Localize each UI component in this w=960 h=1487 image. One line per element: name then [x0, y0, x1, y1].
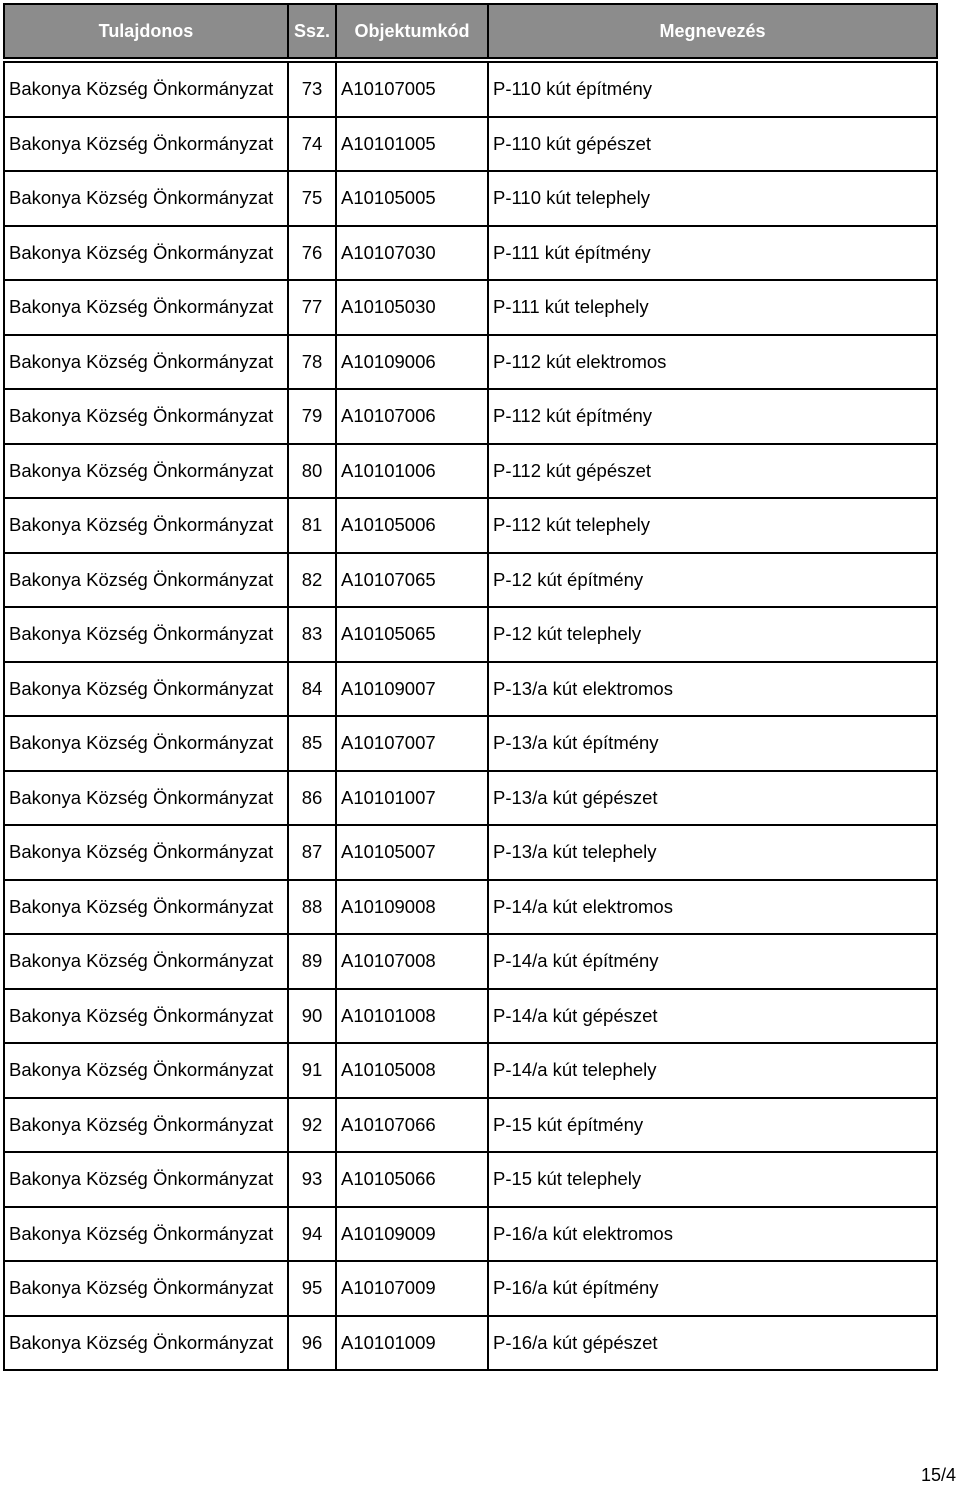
page-number: 15/4	[920, 1465, 956, 1485]
name-cell: P-112 kút gépészet	[488, 444, 937, 499]
table-row	[4, 280, 937, 335]
name-cell: P-12 kút építmény	[488, 553, 937, 608]
name-cell: P-110 kút építmény	[488, 62, 937, 117]
owner-cell: Bakonya Község Önkormányzat	[4, 771, 288, 826]
owner-cell: Bakonya Község Önkormányzat	[4, 335, 288, 390]
ssz-cell: 73	[288, 62, 336, 117]
owner-cell: Bakonya Község Önkormányzat	[4, 280, 288, 335]
object-code-cell: A10109009	[336, 1207, 488, 1262]
ssz-cell: 78	[288, 335, 336, 390]
ssz-cell: 81	[288, 498, 336, 553]
table-row	[4, 1098, 937, 1153]
object-code-cell: A10105066	[336, 1152, 488, 1207]
object-code-cell: A10101006	[336, 444, 488, 499]
name-cell: P-111 kút telephely	[488, 280, 937, 335]
ssz-cell: 86	[288, 771, 336, 826]
object-code-cell: A10105007	[336, 825, 488, 880]
table-row	[4, 716, 937, 771]
table-row	[4, 771, 937, 826]
table-row	[4, 1261, 937, 1316]
ssz-cell: 75	[288, 171, 336, 226]
ssz-cell: 92	[288, 1098, 336, 1153]
name-cell: P-14/a kút gépészet	[488, 989, 937, 1044]
table-row	[4, 171, 937, 226]
owner-cell: Bakonya Község Önkormányzat	[4, 1316, 288, 1371]
ssz-cell: 74	[288, 117, 336, 172]
owner-cell: Bakonya Község Önkormányzat	[4, 226, 288, 281]
table-row	[4, 444, 937, 499]
header-ssz: Ssz.	[288, 4, 336, 58]
name-cell: P-13/a kút elektromos	[488, 662, 937, 717]
table-row	[4, 117, 937, 172]
name-cell: P-112 kút építmény	[488, 389, 937, 444]
object-code-cell: A10101007	[336, 771, 488, 826]
name-cell: P-14/a kút elektromos	[488, 880, 937, 935]
header-name: Megnevezés	[488, 4, 937, 58]
table-header-row	[4, 4, 937, 58]
owner-cell: Bakonya Község Önkormányzat	[4, 880, 288, 935]
ssz-cell: 76	[288, 226, 336, 281]
name-cell: P-111 kút építmény	[488, 226, 937, 281]
owner-cell: Bakonya Község Önkormányzat	[4, 389, 288, 444]
ssz-cell: 88	[288, 880, 336, 935]
owner-cell: Bakonya Község Önkormányzat	[4, 1043, 288, 1098]
property-table	[3, 3, 938, 1371]
table-row	[4, 389, 937, 444]
owner-cell: Bakonya Község Önkormányzat	[4, 117, 288, 172]
name-cell: P-110 kút gépészet	[488, 117, 937, 172]
name-cell: P-16/a kút építmény	[488, 1261, 937, 1316]
ssz-cell: 83	[288, 607, 336, 662]
ssz-cell: 79	[288, 389, 336, 444]
owner-cell: Bakonya Község Önkormányzat	[4, 662, 288, 717]
object-code-cell: A10107007	[336, 716, 488, 771]
object-code-cell: A10107066	[336, 1098, 488, 1153]
owner-cell: Bakonya Község Önkormányzat	[4, 825, 288, 880]
table-row	[4, 607, 937, 662]
name-cell: P-112 kút elektromos	[488, 335, 937, 390]
object-code-cell: A10101005	[336, 117, 488, 172]
table-row	[4, 880, 937, 935]
name-cell: P-12 kút telephely	[488, 607, 937, 662]
ssz-cell: 82	[288, 553, 336, 608]
object-code-cell: A10107065	[336, 553, 488, 608]
object-code-cell: A10107008	[336, 934, 488, 989]
table-row	[4, 226, 937, 281]
owner-cell: Bakonya Község Önkormányzat	[4, 716, 288, 771]
table-row	[4, 662, 937, 717]
ssz-cell: 93	[288, 1152, 336, 1207]
name-cell: P-14/a kút építmény	[488, 934, 937, 989]
ssz-cell: 87	[288, 825, 336, 880]
owner-cell: Bakonya Község Önkormányzat	[4, 989, 288, 1044]
table-row	[4, 934, 937, 989]
ssz-cell: 95	[288, 1261, 336, 1316]
ssz-cell: 85	[288, 716, 336, 771]
name-cell: P-110 kút telephely	[488, 171, 937, 226]
name-cell: P-16/a kút gépészet	[488, 1316, 937, 1371]
owner-cell: Bakonya Község Önkormányzat	[4, 1098, 288, 1153]
ssz-cell: 96	[288, 1316, 336, 1371]
table-row	[4, 825, 937, 880]
name-cell: P-15 kút telephely	[488, 1152, 937, 1207]
header-object-code: Objektumkód	[336, 4, 488, 58]
name-cell: P-13/a kút gépészet	[488, 771, 937, 826]
ssz-cell: 91	[288, 1043, 336, 1098]
object-code-cell: A10109008	[336, 880, 488, 935]
object-code-cell: A10107030	[336, 226, 488, 281]
object-code-cell: A10105005	[336, 171, 488, 226]
object-code-cell: A10107006	[336, 389, 488, 444]
name-cell: P-14/a kút telephely	[488, 1043, 937, 1098]
owner-cell: Bakonya Község Önkormányzat	[4, 444, 288, 499]
owner-cell: Bakonya Község Önkormányzat	[4, 171, 288, 226]
table-body	[4, 58, 937, 1370]
table-row	[4, 1043, 937, 1098]
name-cell: P-112 kút telephely	[488, 498, 937, 553]
table-row	[4, 989, 937, 1044]
table-row	[4, 62, 937, 117]
table-row	[4, 1207, 937, 1262]
object-code-cell: A10105008	[336, 1043, 488, 1098]
owner-cell: Bakonya Község Önkormányzat	[4, 607, 288, 662]
table-row	[4, 553, 937, 608]
table-row	[4, 498, 937, 553]
ssz-cell: 89	[288, 934, 336, 989]
owner-cell: Bakonya Község Önkormányzat	[4, 1207, 288, 1262]
owner-cell: Bakonya Község Önkormányzat	[4, 1152, 288, 1207]
name-cell: P-16/a kút elektromos	[488, 1207, 937, 1262]
ssz-cell: 84	[288, 662, 336, 717]
ssz-cell: 94	[288, 1207, 336, 1262]
table-row	[4, 1152, 937, 1207]
object-code-cell: A10107005	[336, 62, 488, 117]
owner-cell: Bakonya Község Önkormányzat	[4, 62, 288, 117]
name-cell: P-13/a kút építmény	[488, 716, 937, 771]
object-code-cell: A10109006	[336, 335, 488, 390]
owner-cell: Bakonya Község Önkormányzat	[4, 1261, 288, 1316]
owner-cell: Bakonya Község Önkormányzat	[4, 934, 288, 989]
object-code-cell: A10107009	[336, 1261, 488, 1316]
table-row	[4, 335, 937, 390]
object-code-cell: A10101008	[336, 989, 488, 1044]
ssz-cell: 80	[288, 444, 336, 499]
object-code-cell: A10101009	[336, 1316, 488, 1371]
ssz-cell: 77	[288, 280, 336, 335]
ssz-cell: 90	[288, 989, 336, 1044]
name-cell: P-13/a kút telephely	[488, 825, 937, 880]
header-owner: Tulajdonos	[4, 4, 288, 58]
owner-cell: Bakonya Község Önkormányzat	[4, 498, 288, 553]
object-code-cell: A10105065	[336, 607, 488, 662]
owner-cell: Bakonya Község Önkormányzat	[4, 553, 288, 608]
object-code-cell: A10109007	[336, 662, 488, 717]
name-cell: P-15 kút építmény	[488, 1098, 937, 1153]
object-code-cell: A10105030	[336, 280, 488, 335]
table-row	[4, 1316, 937, 1371]
object-code-cell: A10105006	[336, 498, 488, 553]
